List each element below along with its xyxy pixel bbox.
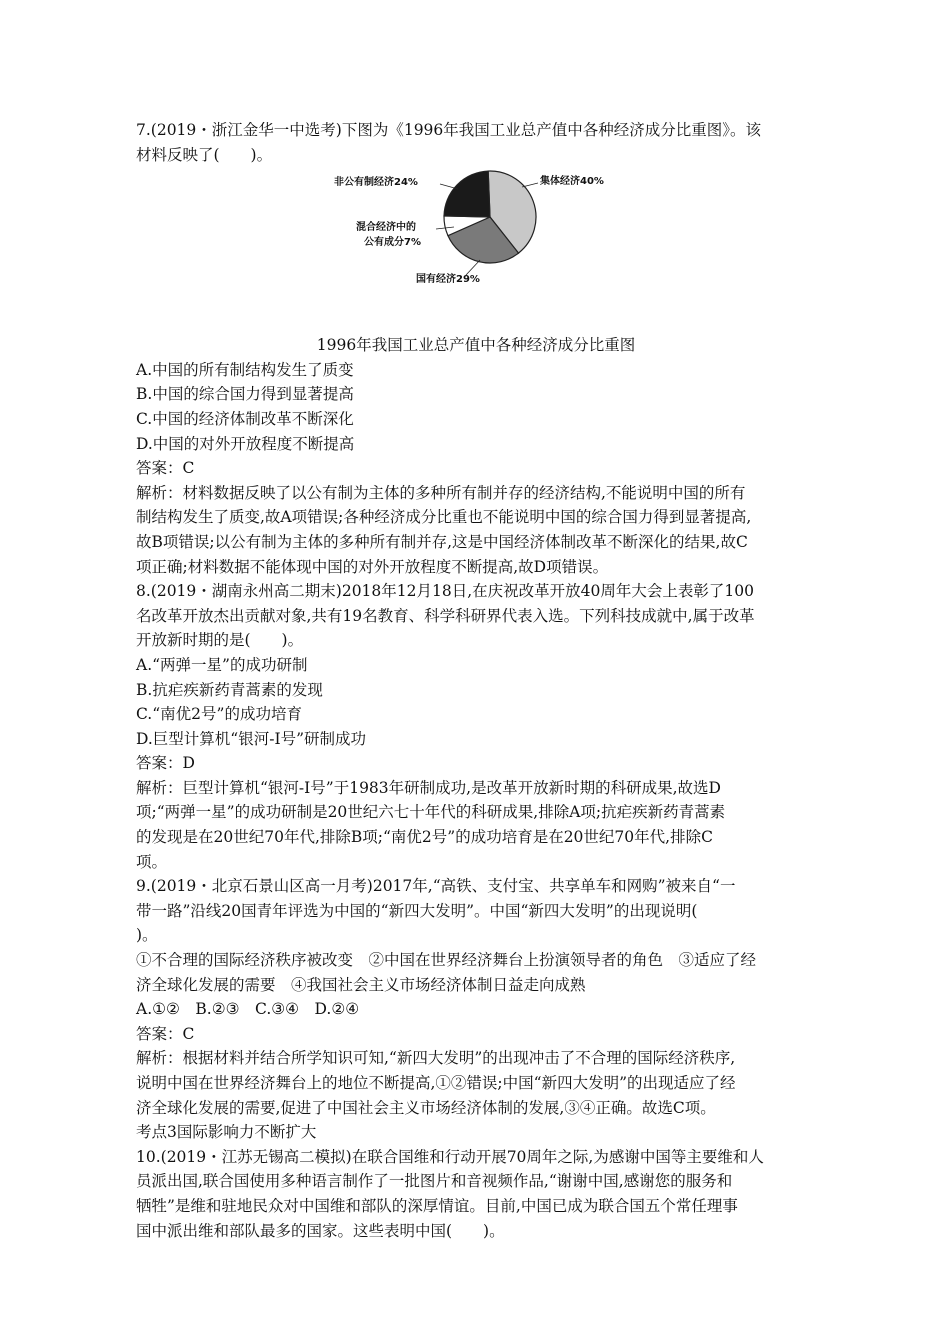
q10-title-line: 牺牲”是维和驻地民众对中国维和部队的深厚情谊。目前,中国已成为联合国五个常任理事 [136,1196,738,1215]
q8-answer: 答案：D [136,754,195,773]
q7-analysis-line: 故B项错误;以公有制为主体的多种所有制并存,这是中国经济体制改革不断深化的结果,故C [136,532,748,551]
q9-title-line: 带一路”沿线20国青年评选为中国的“新四大发明”。中国“新四大发明”的出现说明( [136,901,698,920]
q10-title-line: 国中派出维和部队最多的国家。这些表明中国( )。 [136,1221,505,1240]
q7-analysis-line: 解析：材料数据反映了以公有制为主体的多种所有制并存的经济结构,不能说明中国的所有 [136,483,746,502]
q9-title-line: )。 [136,926,158,945]
q9-options: A.①② B.②③ C.③④ D.②④ [136,1000,360,1019]
q7-option-a: A.中国的所有制结构发生了质变 [136,360,354,379]
pie-chart-svg [136,167,816,333]
q7-title-line-2: 材料反映了( )。 [136,145,273,164]
q8-analysis-line: 解析：巨型计算机“银河-Ⅰ号”于1983年研制成功,是改革开放新时期的科研成果,故选D [136,778,721,797]
q8-title-line: 开放新时期的是( )。 [136,631,304,650]
q9-analysis-line: 说明中国在世界经济舞台上的地位不断提高,①②错误;中国“新四大发明”的出现适应了经 [136,1074,736,1092]
q8-title-line: 8.(2019・湖南永州高二期末)2018年12月18日,在庆祝改革开放40周年大会上表彰了100 [136,582,754,601]
q9-title-line: 9.(2019・北京石景山区高一月考)2017年,“高铁、支付宝、共享单车和网购”被来自“一 [136,877,736,896]
slice-label: 混合经济中的 [356,222,416,234]
slice-label: 国有经济29% [416,274,480,286]
slice-label: 公有成分7% [364,237,421,249]
q9-analysis-line: 济全球化发展的需要,促进了中国社会主义市场经济体制的发展,③④正确。故选C项。 [136,1098,716,1117]
q7-answer: 答案：C [136,459,195,478]
q8-analysis-line: 项;“两弹一星”的成功研制是20世纪六七十年代的科研成果,排除A项;抗疟疾新药青蒿素 [136,803,726,822]
section-heading: 考点3国际影响力不断扩大 [136,1123,317,1142]
q8-option-d: D.巨型计算机“银河-Ⅰ号”研制成功 [136,729,367,748]
chart-caption: 1996年我国工业总产值中各种经济成分比重图 [316,336,636,355]
q7-analysis-line: 制结构发生了质变,故A项错误;各种经济成分比重也不能说明中国的综合国力得到显著提高, [136,508,752,527]
pie-slice [444,171,490,217]
q8-option-a: A.“两弹一星”的成功研制 [136,655,308,674]
q10-title-line: 10.(2019・江苏无锡高二模拟)在联合国维和行动开展70周年之际,为感谢中国等主要维和人 [136,1147,764,1166]
q8-option-c: C.“南优2号”的成功培育 [136,705,302,724]
q7-option-c: C.中国的经济体制改革不断深化 [136,409,354,428]
slice-label: 集体经济40% [540,176,604,188]
leader-line [522,183,538,187]
q8-analysis-line: 项。 [136,852,168,871]
q8-option-b: B.抗疟疾新药青蒿素的发现 [136,680,323,699]
document-page [136,118,816,1243]
pie-chart [136,167,816,333]
q9-statements-line: ①不合理的国际经济秩序被改变 ②中国在世界经济舞台上扮演领导者的角色 ③适应了经 [136,951,757,970]
q7-option-b: B.中国的综合国力得到显著提高 [136,385,354,404]
q9-analysis-line: 解析：根据材料并结合所学知识可知,“新四大发明”的出现冲击了不合理的国际经济秩序, [136,1049,736,1068]
q7-option-d: D.中国的对外开放程度不断提高 [136,434,355,453]
q7-analysis-line: 项正确;材料数据不能体现中国的对外开放程度不断提高,故D项错误。 [136,557,609,576]
leader-line [466,260,480,275]
slice-label: 非公有制经济24% [334,177,418,189]
q9-answer: 答案：C [136,1024,195,1043]
q7-title-line-1: 7.(2019・浙江金华一中选考)下图为《1996年我国工业总产值中各种经济成分比重图》。该 [136,121,762,139]
q8-analysis-line: 的发现是在20世纪70年代,排除B项;“南优2号”的成功培育是在20世纪70年代,排除C [136,828,713,847]
q9-statements-line: 济全球化发展的需要 ④我国社会主义市场经济体制日益走向成熟 [136,975,586,994]
q8-title-line: 名改革开放杰出贡献对象,共有19名教育、科学科研界代表入选。下列科技成就中,属于改革 [136,606,755,625]
q10-title-line: 员派出国,联合国使用多种语言制作了一批图片和音视频作品,“谢谢中国,感谢您的服务和 [136,1172,733,1191]
